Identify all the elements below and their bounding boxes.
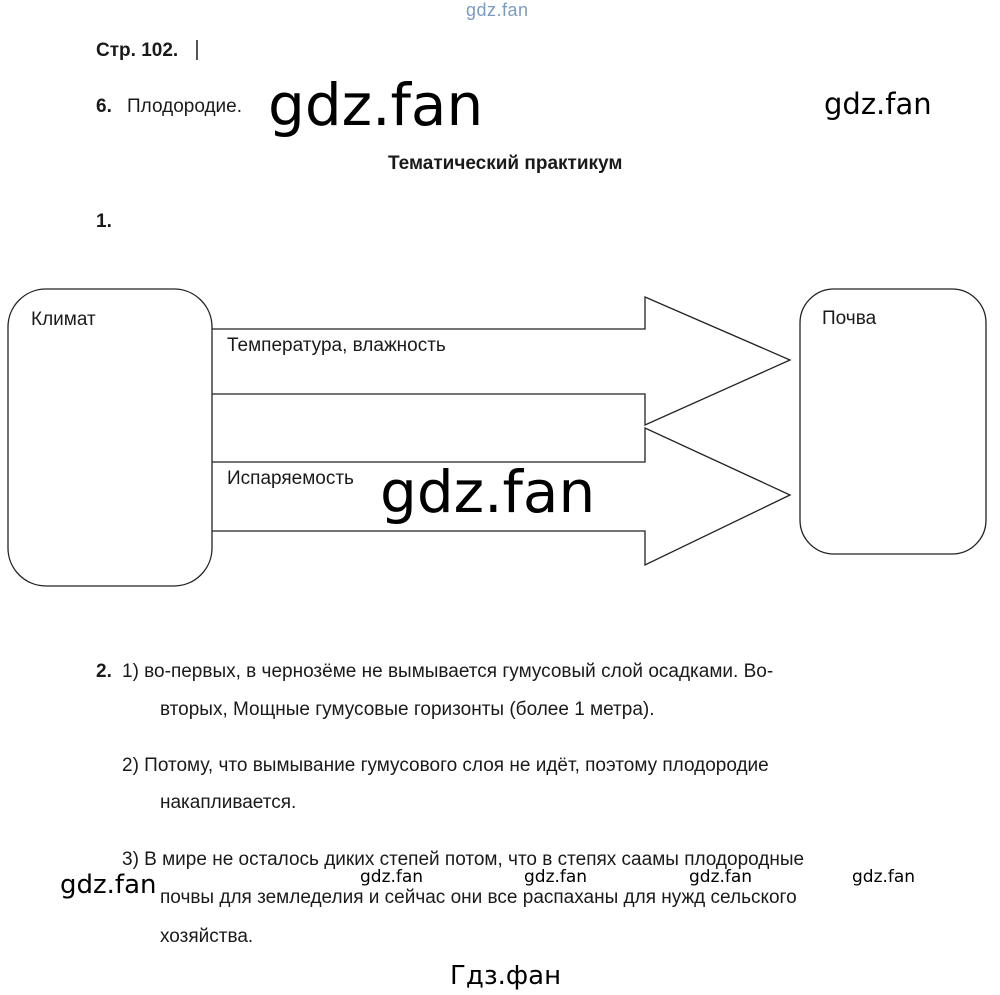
watermark-left-bottom: gdz.fan [60, 870, 157, 900]
task-1-number: 1. [96, 211, 112, 232]
watermark-center: gdz.fan [380, 458, 596, 526]
task-2-number: 2. [96, 661, 112, 682]
arrow-bottom-label: Испаряемость [227, 468, 354, 489]
item-6-text: Плодородие. [127, 96, 243, 117]
task-2-item-2-line-1: 2) Потому, что вымывание гумусового слоя не идёт, поэтому плодородие [122, 755, 769, 776]
watermark-bottom: Гдз.фан [450, 961, 562, 991]
task-2-item-1-line-2: вторых, Мощные гумусовые горизонты (более 1 метра). [160, 699, 655, 720]
arrow-temperature-humidity [212, 297, 790, 425]
watermark-small-2: gdz.fan [524, 867, 588, 887]
item-6-number: 6. [96, 96, 112, 117]
watermark-small-3: gdz.fan [689, 867, 753, 887]
watermark-top: gdz.fan [466, 0, 529, 20]
task-2-item-2-line-2: накапливается. [160, 792, 297, 813]
watermark-small-4: gdz.fan [852, 867, 916, 887]
page-reference: Стр. 102. [96, 40, 179, 61]
task-2-item-3-line-2: почвы для земледелия и сейчас они все распаханы для нужд сельского [160, 887, 797, 908]
task-2-item-3-line-1: 3) В мире не осталось диких степей потом, что в степях саамы плодородные [122, 849, 805, 870]
section-title: Тематический практикум [388, 153, 623, 174]
climate-box-label: Климат [31, 309, 96, 330]
watermark-large: gdz.fan [268, 71, 484, 139]
climate-box [8, 289, 212, 586]
task-2-item-1-line-1: 1) во-первых, в чернозёме не вымывается гумусовый слой осадками. Во- [122, 661, 774, 682]
task-2-item-3-line-3: хозяйства. [160, 926, 254, 947]
arrow-top-label: Температура, влажность [227, 335, 446, 356]
watermark-small-1: gdz.fan [360, 867, 424, 887]
soil-box-label: Почва [822, 308, 877, 329]
watermark-right: gdz.fan [824, 87, 932, 121]
